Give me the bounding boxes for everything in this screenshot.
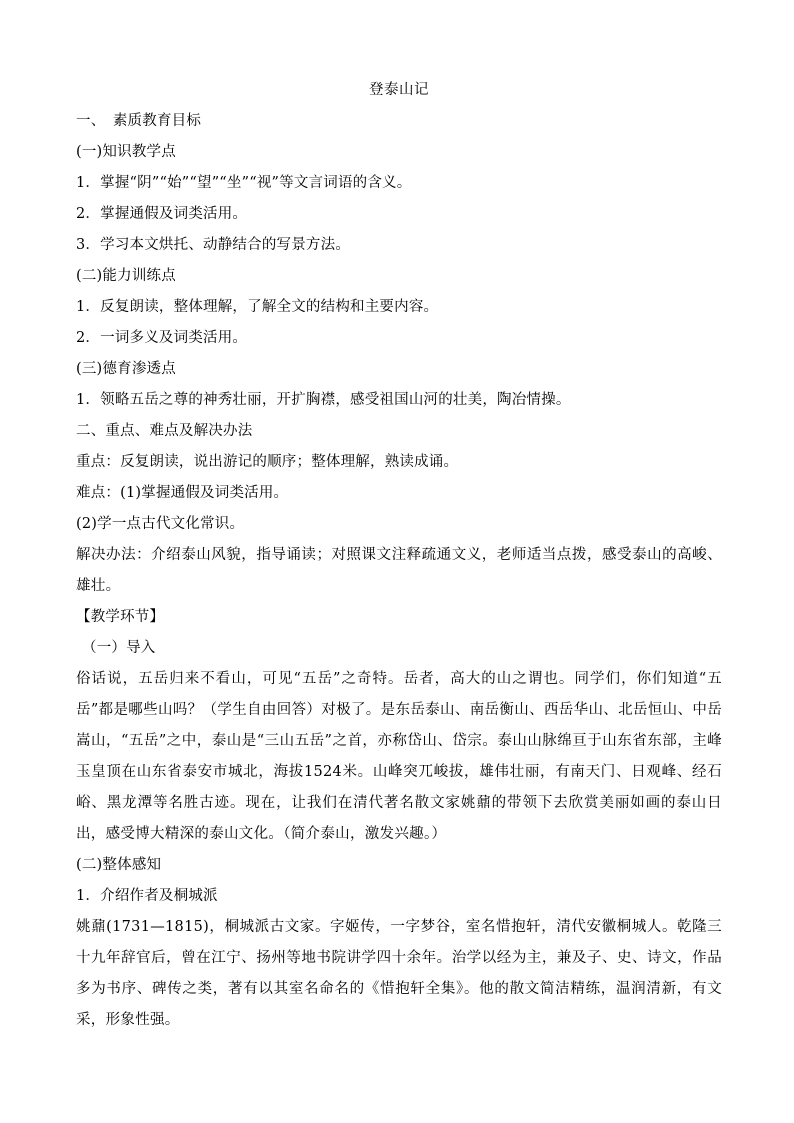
list-item: 1．反复朗读，整体理解，了解全文的结构和主要内容。 — [76, 299, 439, 315]
section-heading-key-points: 二、重点、难点及解决办法 — [76, 423, 253, 439]
key-point-text: 重点：反复朗读，说出游记的顺序；整体理解，熟读成诵。 — [76, 454, 459, 470]
difficulty-text: 难点：(1)掌握通假及词类活用。 — [76, 485, 289, 501]
overall-heading: (二)整体感知 — [76, 857, 162, 873]
list-item: 2．一词多义及词类活用。 — [76, 330, 248, 346]
teaching-heading: 【教学环节】 — [76, 609, 165, 625]
subheading-ability: (二)能力训练点 — [76, 268, 176, 284]
document-title: 登泰山记 — [369, 82, 429, 98]
intro-paragraph: 俗话说，五岳归来不看山，可见“五岳”之奇特。岳者，高大的山之谓也。同学们，你们知道“五岳”都是哪些山吗？（学生自由回答）对极了。是东岳泰山、南岳衡山、西岳华山、北岳恒山、中岳嵩山，“五岳”之中，泰山是“三山五岳”之首，亦称岱山、岱宗。泰山山脉绵亘于山东省东部，主峰玉皇顶在山东省泰安市城北，海拔1524米。山峰突兀峻拔，雄伟壮丽，有南天门、日观峰、经石峪、黑龙潭等名胜古迹。现在，让我们在清代著名散文家姚鼐的带领下去欣赏美丽如画的泰山日出，感受博大精深的泰山文化。（简介泰山，激发兴趣。） — [76, 671, 722, 842]
subheading-moral: (三)德育渗透点 — [76, 361, 176, 377]
difficulty-text: (2)学一点古代文化常识。 — [76, 516, 245, 532]
document-page — [76, 75, 722, 1036]
author-paragraph: 姚鼐(1731—1815)，桐城派古文家。字姬传，一字梦谷，室名惜抱轩，清代安徽桐城人。乾隆三十九年辞官后，曾在江宁、扬州等地书院讲学四十余年。治学以经为主，兼及子、史、诗文，作品多为书序、碑传之类，著有以其室名命名的《惜抱轩全集》。他的散文简洁精练，温润清新，有文采，形象性强。 — [76, 919, 722, 1028]
author-heading: 1．介绍作者及桐城派 — [76, 888, 218, 904]
solution-paragraph: 解决办法：介绍泰山风貌，指导诵读；对照课文注释疏通文义，老师适当点拨，感受泰山的高峻、雄壮。 — [76, 547, 722, 594]
section-heading-goals: 一、 素质教育目标 — [76, 113, 202, 129]
intro-heading: （一）导入 — [82, 640, 156, 656]
list-item: 1．领略五岳之尊的神秀壮丽，开扩胸襟，感受祖国山河的壮美，陶冶情操。 — [76, 392, 571, 408]
list-item: 3．学习本文烘托、动静结合的写景方法。 — [76, 237, 351, 253]
list-item: 1．掌握“阴”“始”“望”“坐”“视”等文言词语的含义。 — [76, 175, 412, 191]
list-item: 2．掌握通假及词类活用。 — [76, 206, 248, 222]
subheading-knowledge: (一)知识教学点 — [76, 144, 176, 160]
